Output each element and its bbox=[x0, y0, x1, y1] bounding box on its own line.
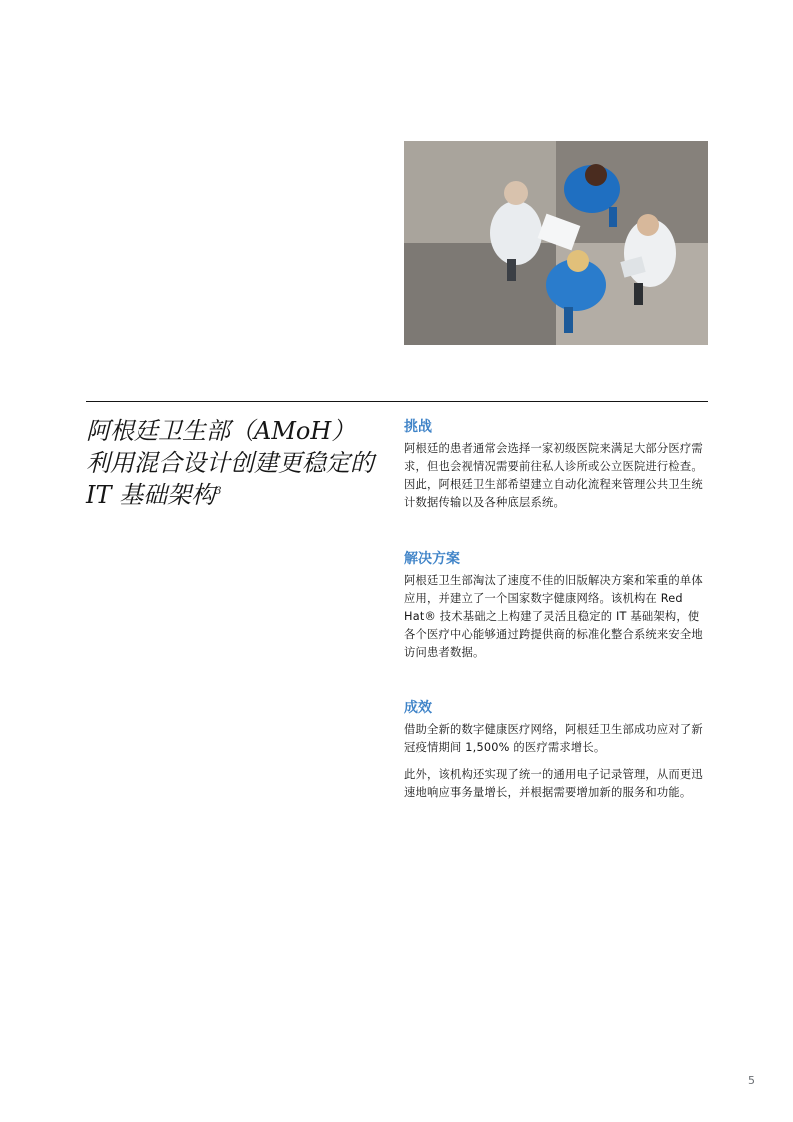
solution-section bbox=[404, 550, 708, 662]
results-heading: 成效 bbox=[404, 700, 432, 716]
results-paragraph-1: 借助全新的数字健康医疗网络，阿根廷卫生部成功应对了新冠疫情期间 1,500% 的医疗需求增长。 bbox=[404, 723, 703, 754]
footnote-marker: 3 bbox=[215, 486, 222, 497]
case-study-headline bbox=[86, 415, 376, 511]
solution-heading: 解决方案 bbox=[404, 551, 460, 567]
page-number: 5 bbox=[748, 1074, 755, 1087]
results-section bbox=[404, 699, 708, 802]
headline-text: 阿根廷卫生部（AMoH）利用混合设计创建更稳定的IT 基础架构 bbox=[86, 417, 374, 509]
challenge-heading: 挑战 bbox=[404, 419, 432, 435]
challenge-paragraph: 阿根廷的患者通常会选择一家初级医院来满足大部分医疗需求，但也会视情况需要前往私人诊所或公立医院进行检查。因此，阿根廷卫生部希望建立自动化流程来管理公共卫生统计数据传输以及各种底层系统。 bbox=[404, 442, 703, 509]
challenge-section bbox=[404, 418, 708, 512]
solution-paragraph: 阿根廷卫生部淘汰了速度不佳的旧版解决方案和笨重的单体应用，并建立了一个国家数字健康网络。该机构在 Red Hat® 技术基础之上构建了灵活且稳定的 IT 基础架构，使各个医疗中心能够通过跨提供商的标准化整合系统来安全地访问患者数据。 bbox=[404, 574, 703, 659]
medical-team-photo bbox=[404, 141, 708, 345]
results-paragraph-2: 此外，该机构还实现了统一的通用电子记录管理，从而更迅速地响应事务量增长，并根据需要增加新的服务和功能。 bbox=[404, 768, 703, 799]
section-divider bbox=[86, 401, 708, 402]
